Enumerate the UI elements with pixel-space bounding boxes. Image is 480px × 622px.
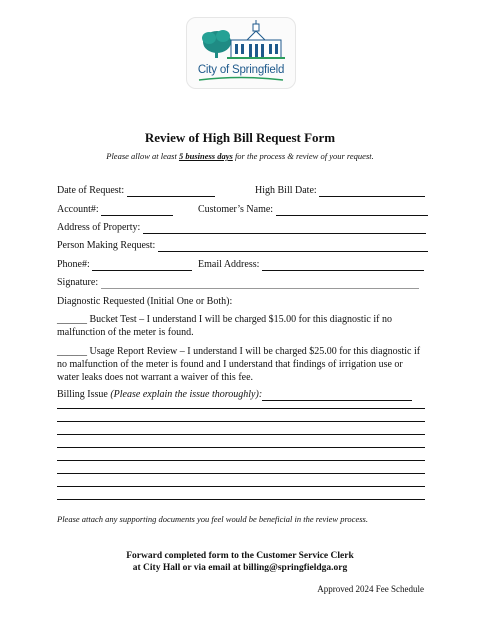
signature-field[interactable] [101,278,419,289]
billing-issue-line[interactable] [57,434,425,435]
address-field[interactable] [143,223,426,234]
attach-note: Please attach any supporting documents you feel would be beneficial in the review process. [57,514,368,524]
date-of-request-label: Date of Request: [57,185,125,196]
phone-label: Phone#: [57,259,90,270]
city-hall-tree-icon [187,18,295,64]
email-field[interactable] [262,260,424,271]
usage-report-option[interactable]: ______ Usage Report Review – I understand I will be charged $25.00 for this diagnostic if no malfunction of the meter is found and I understand that findings of irrigation use or water leaks does not warrant a waiver of this fee. [57,346,421,383]
subtitle-text-before: Please allow at least [106,151,179,161]
person-label: Person Making Request: [57,240,156,251]
logo-swoosh-icon [197,76,285,82]
billing-issue-hint: (Please explain the issue thoroughly): [110,389,263,400]
subtitle-text-after: for the process & review of your request. [232,151,374,161]
customer-name-field[interactable] [276,205,428,216]
signature-label: Signature: [57,277,99,288]
account-label: Account#: [57,204,99,215]
person-field[interactable] [158,241,428,252]
logo-text: City of Springfield [197,64,285,76]
billing-issue-line[interactable] [57,473,425,474]
signature-row [57,277,419,289]
date-of-request-row [57,185,215,197]
forward-instructions [0,550,480,574]
address-label: Address of Property: [57,222,141,233]
billing-issue-line[interactable] [57,421,425,422]
date-of-request-field[interactable] [127,186,215,197]
customer-name-row [198,204,428,216]
address-row [57,222,426,234]
subtitle-emphasis: 5 business days [178,151,233,161]
form-title: Review of High Bill Request Form [144,130,336,145]
high-bill-date-label: High Bill Date: [255,185,317,196]
form-subtitle [0,151,480,161]
billing-issue-line[interactable] [57,499,425,500]
account-row [57,204,173,216]
person-row [57,240,428,252]
account-field[interactable] [101,205,173,216]
forward-line-1: Forward completed form to the Customer Service Clerk [126,551,354,561]
high-bill-date-field[interactable] [319,186,425,197]
forward-line-2: at City Hall or via email at billing@springfieldga.org [132,563,348,573]
city-logo [186,17,296,89]
customer-name-label: Customer’s Name: [198,204,274,215]
phone-row [57,259,192,271]
diagnostic-label: Diagnostic Requested (Initial One or Both): [57,296,233,307]
billing-issue-line[interactable] [57,408,425,409]
email-row [198,259,424,271]
phone-field[interactable] [92,260,192,271]
fee-schedule: Approved 2024 Fee Schedule [317,584,424,594]
bucket-test-option[interactable]: ______ Bucket Test – I understand I will be charged $15.00 for this diagnostic if no malfunction of the meter is found. [57,314,392,338]
billing-issue-line[interactable] [57,447,425,448]
billing-issue-line[interactable] [57,460,425,461]
high-bill-date-row [255,185,425,197]
email-label: Email Address: [198,259,260,270]
billing-issue-row [57,389,412,401]
billing-issue-label: Billing Issue [57,389,111,400]
billing-issue-line[interactable] [57,486,425,487]
billing-issue-first-line[interactable] [262,390,412,401]
